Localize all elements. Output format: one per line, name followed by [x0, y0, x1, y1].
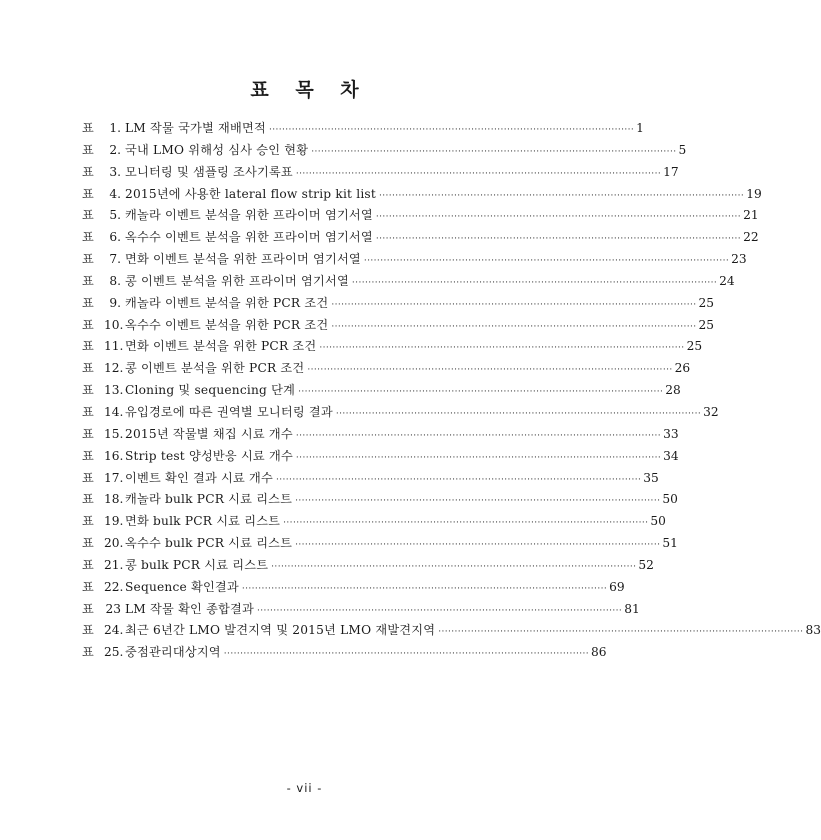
toc-entry-number: 24. [104, 623, 124, 638]
toc-entry-20[interactable] [82, 533, 678, 555]
toc-dot-leader [269, 120, 634, 142]
toc-entry-page: 86 [591, 645, 607, 660]
toc-entry-prefix: 표 [82, 164, 94, 179]
toc-entry-page: 81 [624, 601, 640, 616]
toc-entry-number: 22. [104, 579, 124, 594]
toc-entry-label: 2015년에 사용한 lateral flow strip kit list [125, 186, 376, 201]
toc-entry-label: Cloning 및 sequencing 단계 [125, 383, 296, 398]
toc-entry-page: 23 [731, 252, 747, 267]
toc-entry-number: 15. [104, 426, 124, 441]
toc-entry-page: 26 [674, 361, 691, 376]
toc-entry-number: 19. [104, 514, 124, 529]
toc-entry-prefix: 표 [82, 230, 94, 245]
toc-entry-prefix: 표 [82, 121, 94, 135]
toc-entry-16[interactable] [82, 446, 679, 468]
toc-dot-leader [276, 470, 641, 492]
toc-entry-prefix: 표 [82, 404, 94, 419]
toc-entry-prefix: 표 [82, 514, 94, 529]
toc-dot-leader [295, 491, 660, 513]
toc-entry-label: 옥수수 bulk PCR 시료 리스트 [125, 536, 293, 551]
toc-dot-leader [271, 557, 636, 579]
toc-entry-number: 10. [104, 317, 124, 332]
toc-entry-7[interactable] [82, 249, 747, 271]
toc-entry-prefix: 표 [82, 383, 94, 398]
toc-dot-leader [331, 317, 696, 339]
toc-entry-page: 51 [662, 536, 678, 551]
toc-entry-number: 5. [109, 208, 121, 223]
toc-entry-prefix: 표 [82, 273, 94, 288]
toc-dot-leader [224, 644, 589, 666]
toc-dot-leader [307, 360, 672, 382]
toc-entry-page: 50 [662, 492, 678, 507]
toc-entry-18[interactable] [82, 489, 678, 511]
toc-entry-prefix: 표 [82, 470, 94, 485]
toc-entry-4[interactable] [82, 184, 762, 206]
toc-entry-page: 50 [650, 514, 666, 529]
toc-entry-prefix: 표 [82, 339, 94, 354]
toc-entry-label: 중점관리대상지역 [125, 645, 221, 660]
toc-entry-page: 69 [609, 579, 625, 594]
toc-dot-leader [296, 164, 661, 186]
toc-entry-page: 33 [663, 426, 679, 441]
toc-entry-prefix: 표 [82, 536, 94, 551]
toc-entry-label: 콩 bulk PCR 시료 리스트 [125, 557, 269, 572]
toc-entry-23[interactable] [82, 599, 640, 621]
toc-entry-24[interactable] [82, 620, 821, 642]
table-of-contents [82, 118, 821, 664]
toc-entry-15[interactable] [82, 424, 679, 446]
toc-entry-prefix: 표 [82, 579, 94, 594]
toc-dot-leader [295, 535, 660, 557]
toc-entry-number: 12. [104, 361, 124, 376]
toc-entry-prefix: 표 [82, 252, 94, 267]
toc-entry-12[interactable] [82, 358, 691, 380]
toc-entry-page: 25 [698, 317, 715, 332]
toc-entry-number: 20. [104, 536, 124, 551]
toc-entry-13[interactable] [82, 380, 681, 402]
toc-entry-25[interactable] [82, 642, 607, 664]
toc-entry-label: 국내 LMO 위해성 심사 승인 현황 [125, 142, 309, 157]
toc-dot-leader [311, 142, 676, 164]
toc-entry-number: 11. [104, 339, 124, 354]
page-number-footer: - vii - [286, 781, 323, 795]
toc-entry-label: 모니터링 및 샘플링 조사기록표 [125, 164, 293, 179]
toc-entry-19[interactable] [82, 511, 666, 533]
toc-entry-label: 면화 이벤트 분석을 위한 PCR 조건 [125, 339, 317, 354]
page-title: 표 목 차 [250, 78, 369, 101]
toc-dot-leader [376, 207, 741, 229]
toc-entry-prefix: 표 [82, 623, 94, 638]
toc-entry-prefix: 표 [82, 557, 94, 572]
toc-entry-number: 25. [104, 645, 124, 660]
toc-entry-page: 25 [698, 295, 715, 310]
toc-dot-leader [376, 229, 741, 251]
toc-entry-prefix: 표 [82, 208, 94, 223]
toc-entry-page: 5 [678, 142, 687, 157]
toc-entry-label: 옥수수 이벤트 분석을 위한 PCR 조건 [125, 317, 329, 332]
toc-entry-label: 캐놀라 bulk PCR 시료 리스트 [125, 492, 293, 507]
toc-entry-prefix: 표 [82, 317, 94, 332]
toc-entry-number: 4. [109, 186, 121, 201]
toc-entry-22[interactable] [82, 577, 625, 599]
toc-dot-leader [336, 404, 701, 426]
toc-entry-11[interactable] [82, 336, 703, 358]
toc-entry-label: 캐놀라 이벤트 분석을 위한 프라이머 염기서열 [125, 208, 373, 223]
toc-entry-number: 3. [109, 164, 121, 179]
toc-entry-label: 콩 이벤트 분석을 위한 PCR 조건 [125, 361, 305, 376]
toc-entry-2[interactable] [82, 140, 687, 162]
toc-entry-label: LM 작물 확인 종합결과 [125, 601, 254, 616]
toc-entry-label: LM 작물 국가별 재배면적 [125, 121, 266, 135]
toc-entry-14[interactable] [82, 402, 719, 424]
toc-entry-page: 35 [643, 470, 659, 485]
toc-entry-number: 23 [105, 601, 121, 616]
toc-entry-number: 18. [104, 492, 124, 507]
toc-entry-prefix: 표 [82, 361, 94, 376]
toc-entry-17[interactable] [82, 468, 659, 490]
toc-entry-1[interactable] [82, 118, 644, 140]
toc-entry-prefix: 표 [82, 601, 94, 616]
toc-entry-prefix: 표 [82, 142, 94, 157]
toc-dot-leader [319, 338, 684, 360]
toc-entry-page: 22 [743, 230, 759, 245]
toc-entry-label: Strip test 양성반응 시료 개수 [125, 448, 293, 463]
toc-entry-label: 면화 bulk PCR 시료 리스트 [125, 514, 281, 529]
toc-entry-number: 8. [109, 273, 121, 288]
toc-entry-8[interactable] [82, 271, 735, 293]
toc-dot-leader [296, 426, 661, 448]
toc-dot-leader [331, 295, 696, 317]
toc-entry-9[interactable] [82, 293, 715, 315]
toc-entry-number: 6. [109, 230, 121, 245]
toc-entry-number: 13. [104, 383, 124, 398]
toc-dot-leader [298, 382, 663, 404]
toc-entry-number: 1. [109, 121, 121, 135]
toc-entry-label: 콩 이벤트 분석을 위한 프라이머 염기서열 [125, 273, 349, 288]
toc-entry-label: 캐놀라 이벤트 분석을 위한 PCR 조건 [125, 295, 329, 310]
toc-entry-prefix: 표 [82, 448, 94, 463]
toc-entry-page: 21 [743, 208, 759, 223]
toc-entry-page: 25 [686, 339, 703, 354]
toc-entry-6[interactable] [82, 227, 759, 249]
toc-dot-leader [438, 622, 803, 644]
toc-entry-prefix: 표 [82, 186, 94, 201]
toc-entry-number: 9. [109, 295, 121, 310]
toc-entry-page: 17 [663, 164, 679, 179]
toc-dot-leader [364, 251, 729, 273]
toc-entry-page: 24 [719, 273, 735, 288]
toc-entry-number: 7. [109, 252, 121, 267]
toc-entry-label: 이벤트 확인 결과 시료 개수 [125, 470, 274, 485]
toc-dot-leader [283, 513, 648, 535]
toc-entry-number: 21. [104, 557, 124, 572]
toc-entry-21[interactable] [82, 555, 654, 577]
toc-entry-page: 32 [703, 404, 719, 419]
toc-dot-leader [242, 579, 607, 601]
toc-entry-label: 면화 이벤트 분석을 위한 프라이머 염기서열 [125, 252, 361, 267]
toc-entry-10[interactable] [82, 315, 715, 337]
toc-entry-label: Sequence 확인결과 [125, 579, 239, 594]
toc-entry-page: 1 [636, 121, 644, 135]
toc-entry-label: 유입경로에 따른 권역별 모니터링 결과 [125, 404, 333, 419]
toc-entry-label: 옥수수 이벤트 분석을 위한 프라이머 염기서열 [125, 230, 373, 245]
toc-entry-page: 28 [665, 383, 681, 398]
toc-entry-page: 34 [663, 448, 679, 463]
toc-entry-prefix: 표 [82, 426, 94, 441]
toc-entry-label: 최근 6년간 LMO 발견지역 및 2015년 LMO 재발견지역 [125, 623, 436, 638]
toc-dot-leader [379, 186, 744, 208]
toc-entry-label: 2015년 작물별 채집 시료 개수 [125, 426, 293, 441]
toc-entry-prefix: 표 [82, 295, 94, 310]
toc-entry-number: 2. [109, 142, 121, 157]
toc-dot-leader [296, 448, 661, 470]
toc-dot-leader [257, 601, 622, 623]
toc-entry-number: 16. [104, 448, 124, 463]
toc-entry-page: 19 [746, 186, 762, 201]
toc-entry-prefix: 표 [82, 492, 94, 507]
toc-entry-prefix: 표 [82, 645, 94, 660]
toc-entry-number: 17. [104, 470, 124, 485]
toc-entry-page: 83 [805, 623, 821, 638]
toc-dot-leader [352, 273, 717, 295]
toc-entry-number: 14. [104, 404, 124, 419]
toc-entry-5[interactable] [82, 205, 759, 227]
toc-entry-page: 52 [638, 557, 654, 572]
toc-entry-3[interactable] [82, 162, 679, 184]
